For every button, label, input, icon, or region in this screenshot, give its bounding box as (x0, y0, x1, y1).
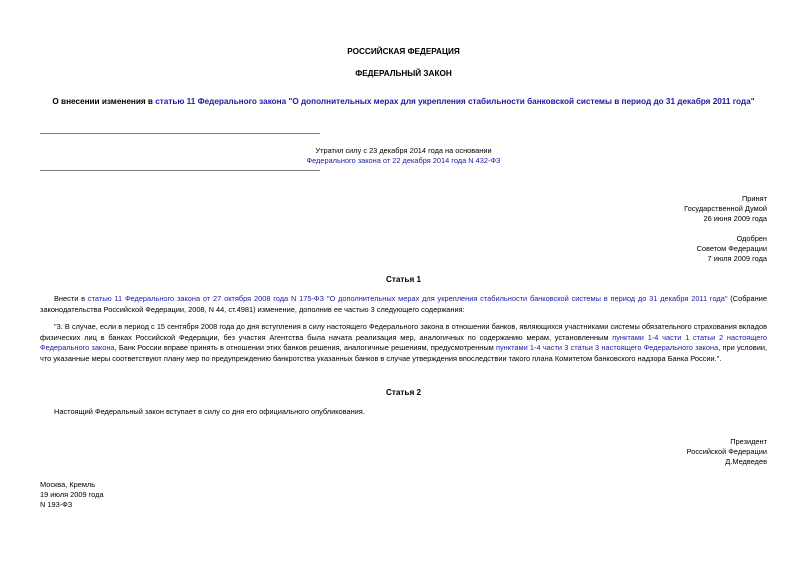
signature-title: Президент (730, 437, 767, 446)
repeal-notice: Утратил силу с 23 декабря 2014 года на основании (315, 146, 492, 155)
adopted-block (517, 194, 767, 224)
article-1-text: Внести в (54, 294, 88, 303)
top-divider (40, 133, 320, 134)
signature-block (517, 437, 767, 467)
article-1-text: "3. В случае, если в период с 15 сентября 2008 года до дня вступления в силу настоящего Федерального закона в отношении банков, являющихся участниками системы обязательного страхования вкладов физических лиц в банках Российской Федерации, без участия Агентства была начата реализация мер, аналогичных по содержанию мерам, установленным (40, 322, 767, 342)
adopted-body: Государственной Думой (684, 204, 767, 213)
part-3-article-3-link[interactable]: пунктами 1-4 части 3 статьи 3 настоящего Федерального закона (495, 343, 719, 352)
adopted-label: Принят (741, 194, 767, 203)
title-prefix: О внесении изменения в (52, 97, 156, 106)
article-1-paragraph-2 (40, 322, 767, 364)
footer-block (40, 480, 290, 510)
bottom-divider (40, 170, 320, 171)
approved-body: Советом Федерации (696, 244, 767, 253)
law-title-link[interactable]: "О дополнительных мерах для укрепления стабильности банковской системы в период до 31 декабря 2011 года" (326, 294, 728, 303)
article-1-heading: Статья 1 (385, 275, 422, 284)
footer-number: N 193-ФЗ (40, 500, 73, 509)
article-1-text: (Собрание законодательства Российской Федерации, 2008, N 44, ст.4981) изменение, дополнив ее частью 3 следующего содержания: (40, 294, 767, 314)
document-type-heading: ФЕДЕРАЛЬНЫЙ ЗАКОН (355, 69, 452, 78)
document-title (40, 96, 767, 107)
approved-label: Одобрен (736, 234, 767, 243)
article-2-heading: Статья 2 (385, 388, 422, 397)
article-2-paragraph: Настоящий Федеральный закон вступает в силу со дня его официального опубликования. (54, 407, 365, 416)
article-1-paragraph-1 (40, 294, 767, 315)
approved-block (517, 234, 767, 264)
law-175-link[interactable]: статью 11 Федерального закона от 27 октября 2008 года N 175-ФЗ (87, 294, 325, 303)
footer-date: 19 июля 2009 года (40, 490, 104, 499)
signature-name: Д.Медведев (725, 457, 767, 466)
repeal-notice-link-line (0, 156, 807, 166)
footer-place: Москва, Кремль (40, 480, 96, 489)
adopted-date: 26 июня 2009 года (703, 214, 767, 223)
signature-org: Российской Федерации (686, 447, 767, 456)
article-1-text: , при условии, что указанные меры соответствуют плану мер по предупреждению банкротства указанных банков в случае утверждения впоследствии такого плана Комитетом банковского надзора Банка России.". (40, 343, 767, 363)
country-heading: РОССИЙСКАЯ ФЕДЕРАЦИЯ (347, 47, 460, 56)
approved-date: 7 июля 2009 года (707, 254, 767, 263)
title-article-link[interactable]: статью 11 Федерального закона "О дополнительных мерах для укрепления стабильности банковской системы в период до 31 декабря 2011 года" (155, 97, 755, 106)
part-1-article-2-link[interactable]: пунктами 1-4 части 1 статьи 2 настоящего Федерального закона (40, 332, 767, 352)
repeal-law-link[interactable]: Федерального закона от 22 декабря 2014 года N 432-ФЗ (306, 156, 501, 165)
article-1-text: , Банк России вправе принять в отношении этих банков решения, аналогичные решениям, предусмотренным (114, 343, 496, 352)
